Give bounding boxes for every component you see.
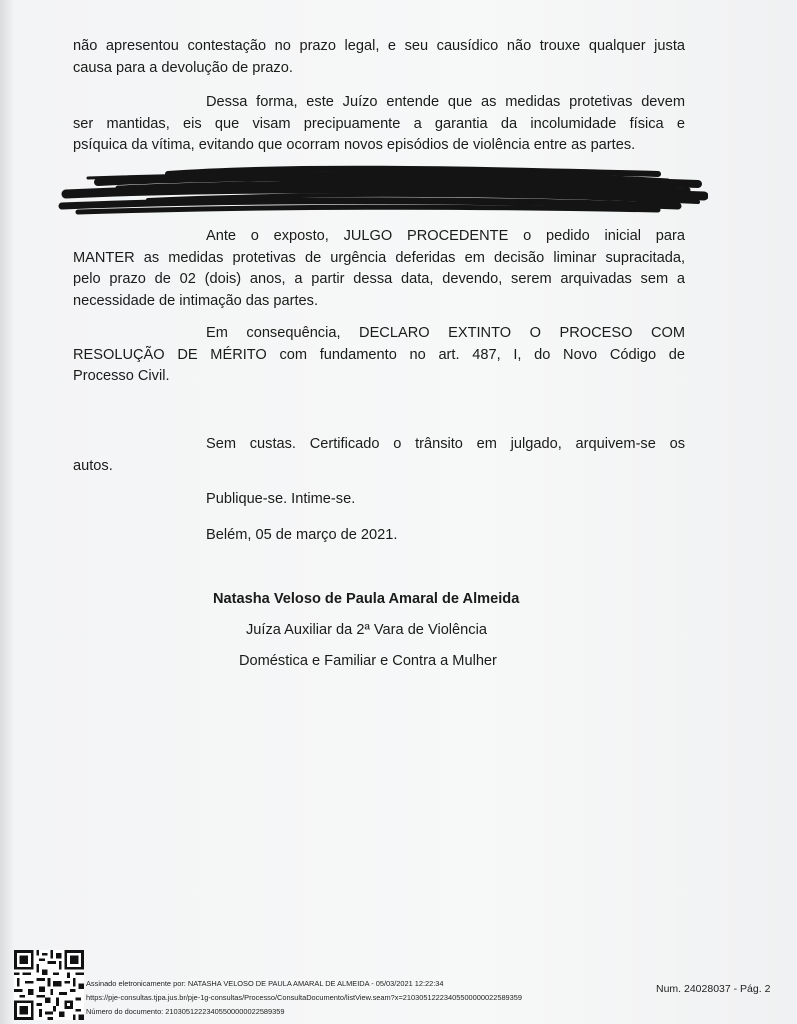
footer-doc-number: Número do documento: 21030512223405500000022589359 bbox=[86, 1007, 285, 1016]
paragraph-line: pelo prazo de 02 (dois) anos, a partir dessa data, devendo, serem arquivadas sem a bbox=[73, 271, 685, 287]
redaction-scribble bbox=[58, 160, 708, 220]
paragraph-line: Ante o exposto, JULGO PROCEDENTE o pedido inicial para bbox=[206, 228, 685, 244]
paragraph-line: psíquica da vítima, evitando que ocorram novos episódios de violência entre as partes. bbox=[73, 137, 636, 153]
paragraph-line: Em consequência, DECLARO EXTINTO O PROCESO COM bbox=[206, 325, 685, 341]
place-date: Belém, 05 de março de 2021. bbox=[206, 527, 398, 543]
signatory-role: Juíza Auxiliar da 2ª Vara de Violência bbox=[246, 622, 487, 638]
footer-signed-by: Assinado eletronicamente por: NATASHA VELOSO DE PAULA AMARAL DE ALMEIDA - 05/03/2021 12:22:34 bbox=[86, 979, 444, 988]
qr-code-icon bbox=[14, 950, 84, 1020]
paragraph-line: necessidade de intimação das partes. bbox=[73, 293, 319, 309]
paragraph-line: ser mantidas, eis que visam precipuamente a garantia da incolumidade física e bbox=[73, 116, 685, 132]
signatory-name: Natasha Veloso de Paula Amaral de Almeida bbox=[213, 591, 520, 607]
paragraph-line: Processo Civil. bbox=[73, 368, 170, 384]
signatory-role: Doméstica e Familiar e Contra a Mulher bbox=[239, 653, 497, 669]
paragraph-line: Sem custas. Certificado o trânsito em julgado, arquivem-se os bbox=[206, 436, 685, 452]
paragraph-line: Dessa forma, este Juízo entende que as medidas protetivas devem bbox=[206, 94, 685, 110]
paragraph-line: autos. bbox=[73, 458, 113, 474]
footer-url[interactable]: https://pje-consultas.tjpa.jus.br/pje-1g-consultas/Processo/ConsultaDocumento/listView.seam?x=21030512223405500000022589359 bbox=[86, 993, 522, 1002]
paragraph-line: MANTER as medidas protetivas de urgência deferidas em decisão liminar supracitada, bbox=[73, 250, 685, 266]
paragraph-line: RESOLUÇÃO DE MÉRITO com fundamento no art. 487, I, do Novo Código de bbox=[73, 347, 685, 363]
publish-line: Publique-se. Intime-se. bbox=[206, 491, 356, 507]
paragraph-line: causa para a devolução de prazo. bbox=[73, 60, 293, 76]
page-number: Num. 24028037 - Pág. 2 bbox=[656, 983, 771, 995]
paragraph-line: não apresentou contestação no prazo legal, e seu causídico não trouxe qualquer justa bbox=[73, 38, 685, 54]
